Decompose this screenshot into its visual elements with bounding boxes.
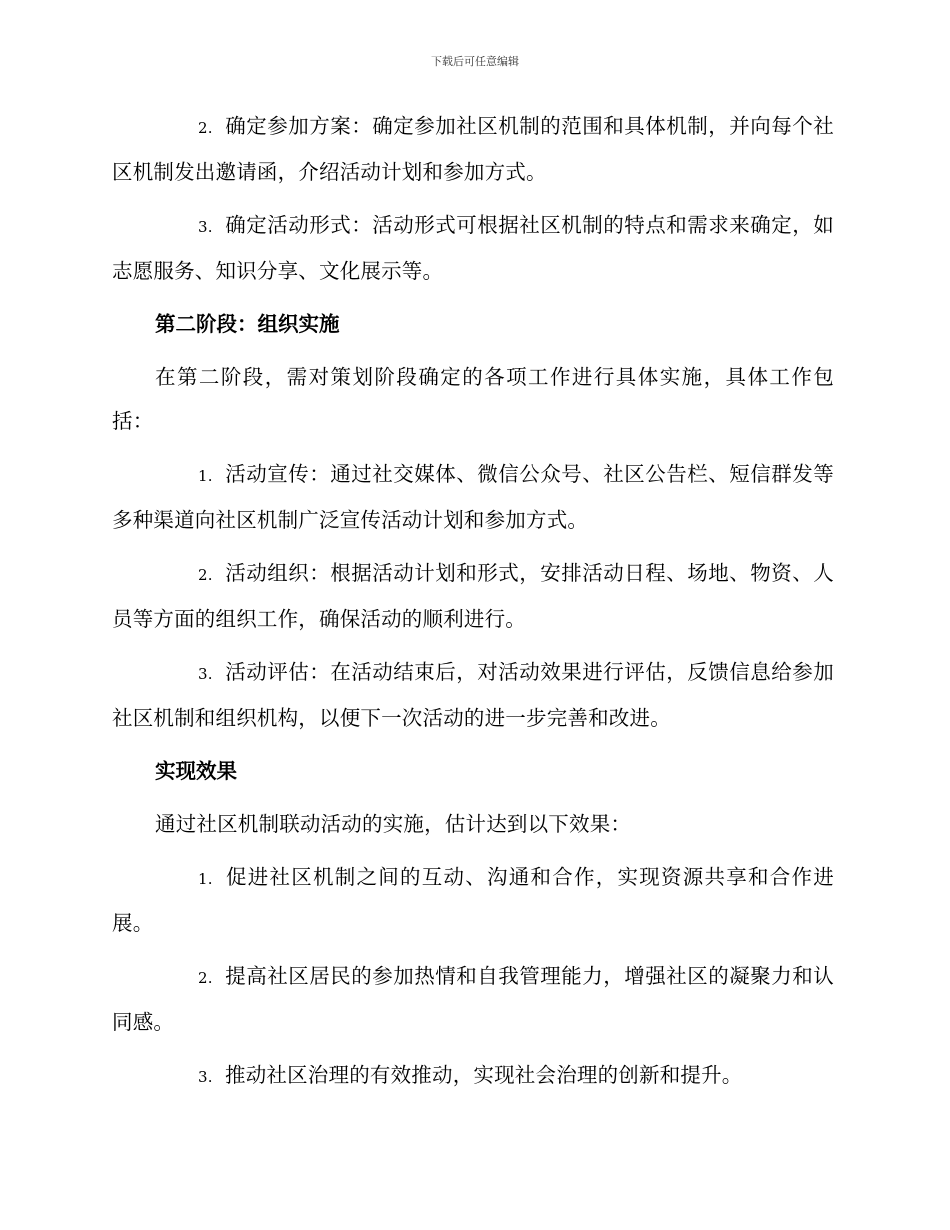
list-item (112, 954, 834, 1044)
list-number: 3. (198, 218, 213, 236)
list-item (112, 203, 834, 293)
list-item (112, 650, 834, 740)
section-intro: 通过社区机制联动活动的实施，估计达到以下效果： (155, 812, 632, 836)
list-text: 推动社区治理的有效推动，实现社会治理的创新和提升。 (225, 1063, 743, 1087)
list-text: 确定活动形式：活动形式可根据社区机制的特点和需求来确定，如志愿服务、知识分享、文化展示等。 (112, 213, 834, 283)
list-number: 2. (198, 969, 213, 987)
page-header: 下载后可任意编辑 (431, 55, 519, 68)
section-heading-phase-two: 第二阶段：组织实施 (155, 312, 340, 336)
list-number: 2. (198, 566, 213, 584)
list-text: 确定参加方案：确定参加社区机制的范围和具体机制，并向每个社区机制发出邀请函，介绍活动计划和参加方式。 (112, 114, 834, 184)
list-text: 活动评估：在活动结束后，对活动效果进行评估，反馈信息给参加社区机制和组织机构，以便下一次活动的进一步完善和改进。 (112, 660, 834, 730)
section-heading-results: 实现效果 (155, 759, 237, 783)
list-text: 提高社区居民的参加热情和自我管理能力，增强社区的凝聚力和认同感。 (112, 964, 834, 1034)
list-item (112, 1053, 834, 1099)
list-number: 1. (198, 870, 213, 888)
list-text: 活动组织：根据活动计划和形式，安排活动日程、场地、物资、人员等方面的组织工作，确保活动的顺利进行。 (112, 561, 834, 631)
list-number: 2. (198, 119, 213, 137)
list-item (112, 452, 834, 542)
document-body (112, 104, 834, 1108)
list-item (112, 855, 834, 945)
list-text: 促进社区机制之间的互动、沟通和合作，实现资源共享和合作进展。 (112, 865, 834, 935)
section-intro: 在第二阶段，需对策划阶段确定的各项工作进行具体实施，具体工作包括： (112, 365, 834, 433)
list-item (112, 104, 834, 194)
list-text: 活动宣传：通过社交媒体、微信公众号、社区公告栏、短信群发等多种渠道向社区机制广泛宣传活动计划和参加方式。 (112, 462, 834, 532)
list-item (112, 551, 834, 641)
list-number: 3. (198, 665, 213, 683)
list-number: 1. (198, 467, 213, 485)
list-number: 3. (198, 1068, 213, 1086)
